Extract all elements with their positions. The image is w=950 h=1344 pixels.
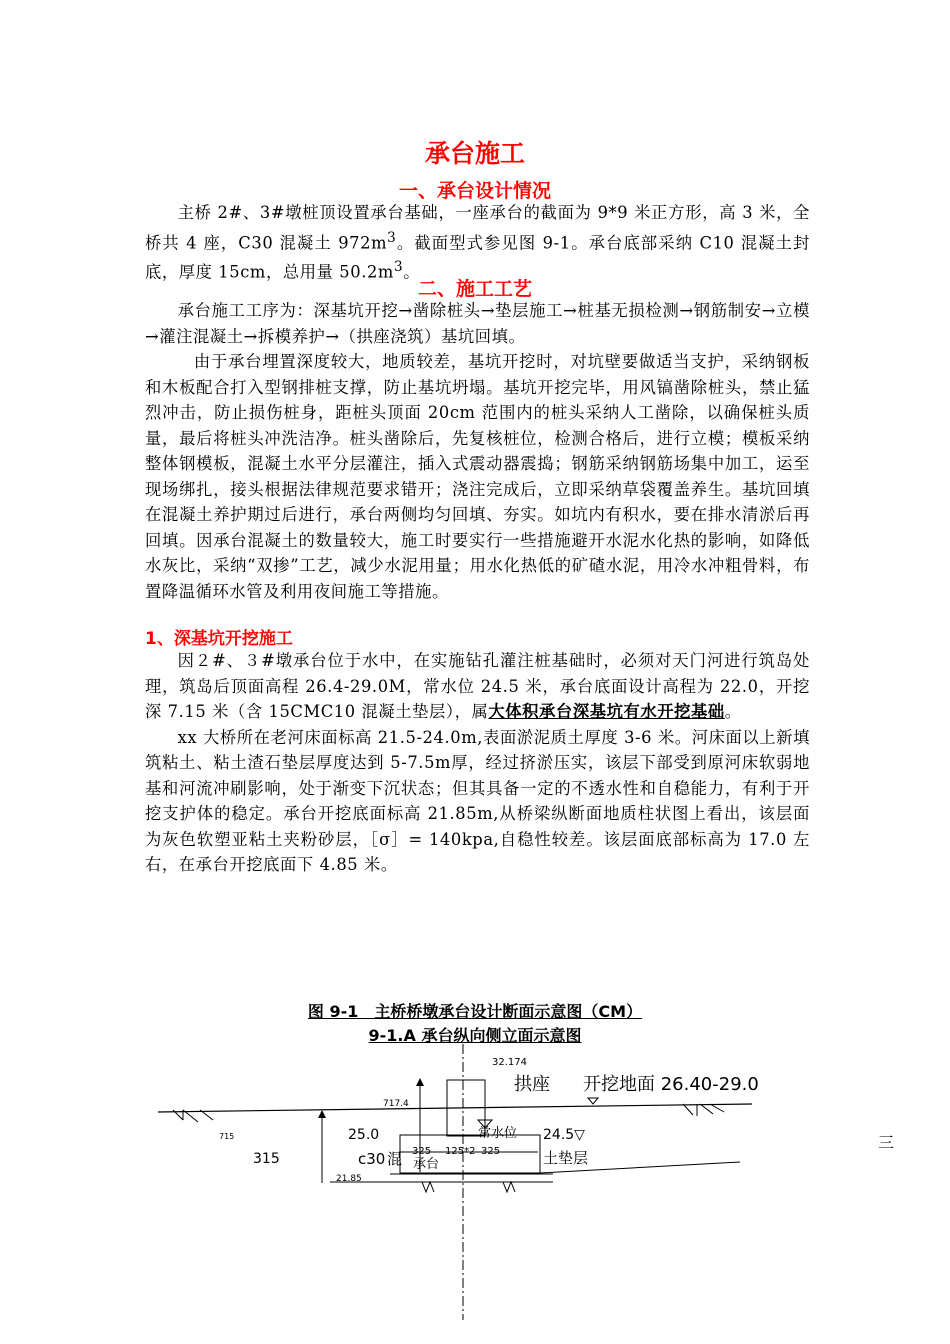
section1-heading: 一、承台设计情况	[398, 180, 551, 202]
figure-caption-1	[0, 999, 950, 1022]
section1-paragraph	[145, 200, 810, 285]
section1-text-a: 主桥 2#、3#墩桩顶设置承台基础，一座承台的截面为 9*9 米正方形，高 3 米，全桥共 4 座，C30 混凝土 972m	[145, 203, 810, 252]
label-water-level-val: 24.5▽	[543, 1127, 585, 1143]
label-dim-mid: 125*2	[445, 1146, 476, 1157]
pile-zigzag-right	[503, 1182, 515, 1192]
subsection1-paragraph-1	[145, 648, 810, 725]
label-water-level-text: 常水位	[478, 1126, 518, 1141]
ground-line	[158, 1104, 752, 1112]
cap-section-diagram	[0, 1040, 950, 1340]
subsection1-emphasis: 大体积承台深基坑有水开挖基础	[488, 702, 725, 721]
label-elev-bottom: 21.85	[336, 1174, 362, 1184]
cubic-sup-a: 3	[387, 229, 397, 246]
section1-text-b: 。截面型式参见图 9-1。承台底部采纳 C10 混凝土封底，厚度 15cm，总用量 50.2m	[145, 232, 810, 282]
pile-zigzag-left	[422, 1182, 434, 1192]
figure-caption-2-text: 9-1.A 承台纵向侧立面示意图	[368, 1026, 582, 1045]
label-dim-325-right: 325	[481, 1146, 501, 1157]
label-c30: c30	[358, 1150, 386, 1168]
section2-heading: 二、施工工艺	[417, 278, 532, 300]
ground-marker-triangle	[588, 1098, 598, 1104]
label-dim-325-left: 325	[412, 1146, 432, 1157]
label-val-25: 25.0	[348, 1127, 380, 1143]
subsection1-p1-end: 。	[724, 702, 742, 721]
left-dim-arrow	[318, 1110, 326, 1118]
section2-paragraph-2: 由于承台埋置深度较大，地质较差，基坑开挖时，对坑壁要做适当支护，采纳钢板和木板配合打入型钢排桩支撑，防止基坑坍塌。基坑开挖完毕，用风镐凿除桩头，禁止猛烈冲击，防止损伤桩身，距桩头顶面 20cm 范围内的桩头采纳人工凿除，以确保桩头质量，最后将桩头冲洗洁净。桩头凿除后，先复核桩位，检测合格后，进行立模；模板采纳整体钢模板，混凝土水平分层灌注，插入式震动器震捣；钢筋采纳钢筋场集中加工，运至现场绑扎，接头根据法律规范要求错开；浇注完成后，立即采纳草袋覆盖养生。基坑回填在混凝土养护期过后进行，承台两侧均匀回填、夯实。如坑内有积水，要在排水清淤后再回填。因承台混凝土的数量较大，施工时要实行一些措施避开水泥水化热的影响，如降低水灰比，采纳“双掺”工艺，减少水泥用量；用水化热低的矿碴水泥，用冷水冲粗骨料，布置降温循环水管及利用夜间施工等措施。	[145, 352, 810, 601]
section1-text-c: 。	[403, 262, 421, 282]
label-val-315: 315	[253, 1151, 280, 1167]
subsection1-heading: 1、深基坑开挖施工	[145, 629, 293, 649]
label-cap: 承台	[413, 1157, 440, 1172]
ground-hatch-right	[683, 1104, 724, 1116]
label-hun: 混	[387, 1150, 403, 1168]
label-elev-717: 717.4	[383, 1099, 409, 1109]
figure-caption-1-text: 图 9-1 主桥桥墩承台设计断面示意图（CM）	[307, 1002, 643, 1021]
label-elev-715: 715	[219, 1132, 235, 1141]
section2-paragraph-1: 承台施工工序为：深基坑开挖→凿除桩头→垫层施工→桩基无损检测→钢筋制安→立模→灌注混凝土→拆模养护→（拱座浇筑）基坑回填。	[145, 301, 810, 346]
label-cushion: 土垫层	[543, 1149, 589, 1167]
subsection1-paragraph-2: xx 大桥所在老河床面标高 21.5-24.0m,表面淤泥质土厚度 3-6 米。河床面以上新填筑粘土、粘土渣石垫层厚度达到 5-7.5m厚，经过挤淤压实，该层下部受到原河床软弱地基和河流冲刷影响，处于渐变下沉状态；但其具备一定的不透水性和自稳能力，有利于开挖支护体的稳定。承台开挖底面标高 21.85m,从桥梁纵断面地质柱状图上看出，该层面为灰色软塑亚粘土夹粉砂层，［σ］= 140kpa,自稳性较差。该层面底部标高为 17.0 左右，在承台开挖底面下 4.85 米。	[145, 727, 810, 874]
label-arch-seat: 拱座	[514, 1074, 550, 1095]
section2-body	[145, 298, 810, 604]
subsection1-p1-text: 因２#、３#墩承台位于水中，在实施钻孔灌注桩基础时，必须对天门河进行筑岛处理，筑岛后顶面高程 26.4-29.0M，常水位 24.5 米，承台底面设计高程为 22.0，开挖深 7.15 米（含 15CMC10 混凝土垫层），属	[145, 651, 810, 721]
section1-body	[145, 200, 810, 285]
label-elev-top: 32.174	[492, 1057, 527, 1068]
page-title: 承台施工	[424, 139, 525, 168]
subsection1-body	[145, 648, 810, 878]
dim-arrow-top	[416, 1078, 424, 1086]
label-side-mark: 三	[878, 1133, 895, 1152]
cubic-sup-b: 3	[393, 259, 404, 276]
label-excav-ground: 开挖地面 26.40-29.0	[583, 1074, 759, 1095]
